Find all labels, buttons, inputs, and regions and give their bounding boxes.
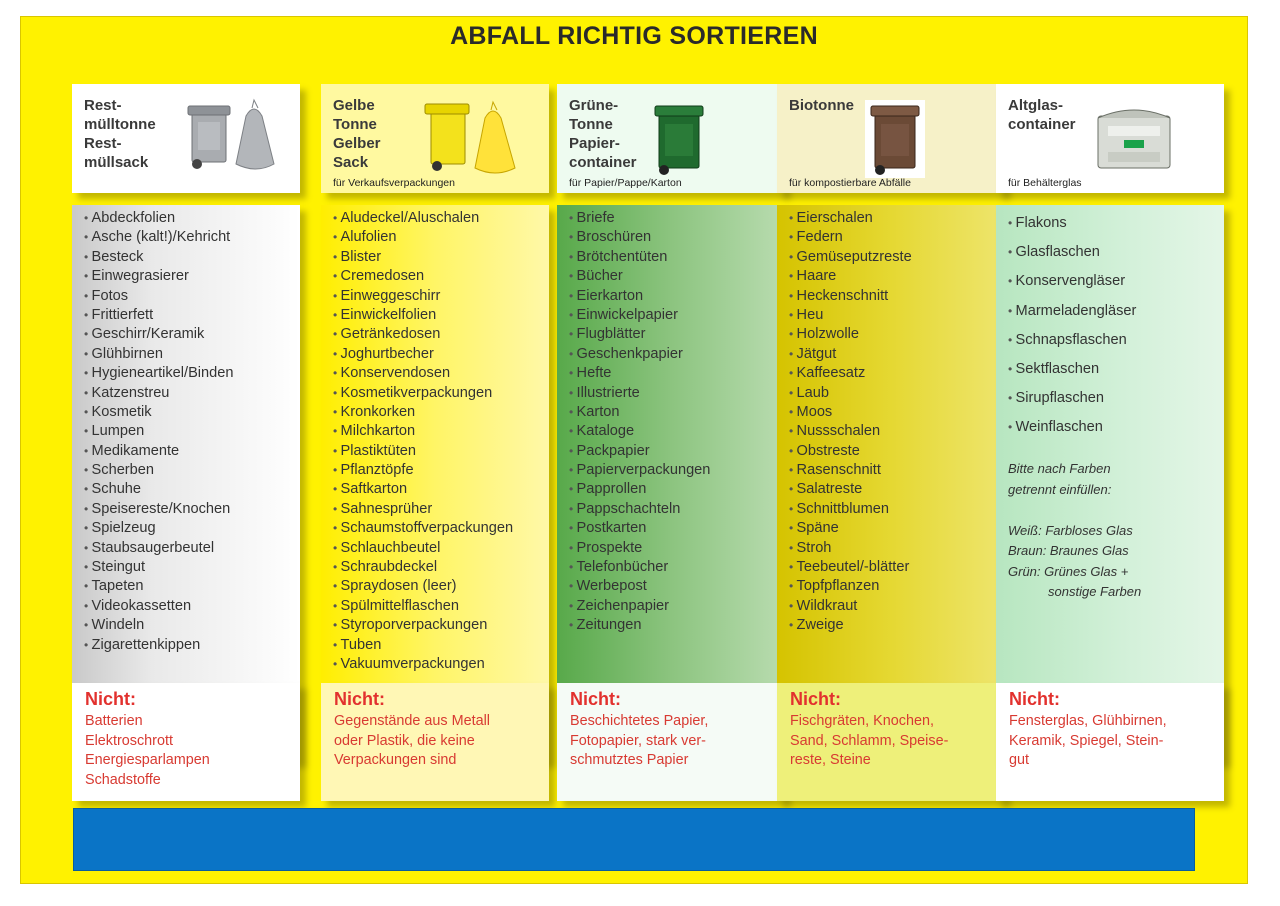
not-accepted-box bbox=[777, 683, 1005, 801]
list-item-label: Cremedosen bbox=[340, 268, 425, 285]
list-item bbox=[84, 636, 234, 655]
list-item bbox=[333, 384, 513, 403]
list-item bbox=[333, 287, 513, 306]
list-item-label: Pflanztöpfe bbox=[340, 462, 414, 479]
list-item bbox=[789, 267, 912, 286]
list-item bbox=[569, 558, 710, 577]
list-item bbox=[84, 345, 234, 364]
list-item-label: Heu bbox=[796, 306, 824, 323]
list-item-label: Obstreste bbox=[796, 442, 860, 459]
list-item bbox=[789, 461, 912, 480]
list-item-label: Schnittblumen bbox=[796, 500, 890, 517]
green-bin-icon bbox=[649, 100, 709, 183]
list-item-label: Pappschachteln bbox=[576, 500, 681, 517]
list-item bbox=[333, 558, 513, 577]
list-item bbox=[84, 577, 234, 596]
list-item bbox=[333, 636, 513, 655]
list-item bbox=[84, 539, 234, 558]
list-item bbox=[569, 345, 710, 364]
list-item bbox=[569, 364, 710, 383]
list-item-label: Nussschalen bbox=[796, 423, 881, 440]
list-item bbox=[333, 500, 513, 519]
list-item bbox=[84, 422, 234, 441]
list-item bbox=[333, 248, 513, 267]
list-item-label: Einwickelpapier bbox=[576, 306, 678, 323]
not-accepted-text: Fischgräten, Knochen, Sand, Schlamm, Speise- reste, Steine bbox=[790, 713, 949, 768]
list-item bbox=[84, 442, 234, 461]
list-item-label: Wildkraut bbox=[796, 597, 858, 614]
grey-bin-and-sack-icon bbox=[184, 98, 284, 181]
list-item-label: Glühbirnen bbox=[91, 345, 163, 362]
poster-title: ABFALL RICHTIG SORTIEREN bbox=[450, 22, 818, 50]
list-item-label: Scherben bbox=[91, 462, 155, 479]
list-item-label: Hygieneartikel/Binden bbox=[91, 365, 234, 382]
list-item bbox=[333, 616, 513, 635]
list-item bbox=[789, 616, 912, 635]
list-item bbox=[569, 577, 710, 596]
list-item-label: Steingut bbox=[91, 559, 146, 576]
list-item-label: Alufolien bbox=[340, 229, 397, 246]
list-item bbox=[569, 442, 710, 461]
note-line: Grün: Grünes Glas + bbox=[1008, 563, 1129, 579]
list-item bbox=[333, 267, 513, 286]
list-item-label: Prospekte bbox=[576, 539, 643, 556]
blue-footer-bar bbox=[73, 808, 1195, 871]
list-item-label: Sektflaschen bbox=[1015, 360, 1100, 377]
list-item bbox=[84, 597, 234, 616]
category-title: Rest- mülltonne Rest- müllsack bbox=[84, 97, 156, 171]
list-item bbox=[569, 228, 710, 247]
list-item-label: Schraubdeckel bbox=[340, 559, 438, 576]
list-item-label: Besteck bbox=[91, 248, 144, 265]
list-item bbox=[789, 287, 912, 306]
category-title: Gelbe Tonne Gelber Sack bbox=[333, 97, 381, 171]
not-accepted-title: Nicht: bbox=[570, 689, 621, 709]
list-item-label: Weinflaschen bbox=[1015, 419, 1103, 436]
not-accepted-title: Nicht: bbox=[790, 689, 841, 709]
list-item bbox=[569, 480, 710, 499]
list-item-label: Jätgut bbox=[796, 345, 837, 362]
list-item-label: Geschirr/Keramik bbox=[91, 326, 205, 343]
list-item bbox=[333, 461, 513, 480]
list-item-label: Papprollen bbox=[576, 481, 647, 498]
list-item bbox=[569, 500, 710, 519]
list-item bbox=[569, 287, 710, 306]
list-item-label: Windeln bbox=[91, 617, 145, 634]
list-item-label: Spülmittelflaschen bbox=[340, 597, 459, 614]
list-item bbox=[1008, 413, 1136, 442]
category-subtitle: für Verkaufsverpackungen bbox=[333, 177, 455, 189]
list-item-label: Packpapier bbox=[576, 442, 650, 459]
list-item bbox=[1008, 238, 1136, 267]
list-item-label: Telefonbücher bbox=[576, 559, 669, 576]
not-accepted-title: Nicht: bbox=[334, 689, 385, 709]
list-item bbox=[84, 480, 234, 499]
list-item-label: Eierschalen bbox=[796, 210, 873, 226]
not-accepted-text: Batterien Elektroschrott Energiesparlampen Schadstoffe bbox=[85, 713, 210, 788]
category-subtitle: für Behälterglas bbox=[1008, 177, 1082, 189]
list-item bbox=[333, 597, 513, 616]
list-item bbox=[789, 364, 912, 383]
not-accepted-text: Beschichtetes Papier, Fotopapier, stark ver- schmutztes Papier bbox=[570, 713, 709, 768]
list-item bbox=[84, 248, 234, 267]
list-item bbox=[789, 422, 912, 441]
list-item-label: Zigarettenkippen bbox=[91, 636, 201, 653]
list-item bbox=[84, 500, 234, 519]
list-item bbox=[789, 577, 912, 596]
list-item bbox=[569, 422, 710, 441]
list-item-label: Hefte bbox=[576, 365, 612, 382]
list-item-label: Salatreste bbox=[796, 481, 863, 498]
list-item bbox=[1008, 267, 1136, 296]
list-item bbox=[84, 306, 234, 325]
list-item-label: Kronkorken bbox=[340, 403, 416, 420]
list-item-label: Kosmetik bbox=[91, 403, 152, 420]
not-accepted-box bbox=[321, 683, 549, 801]
list-item-label: Sirupflaschen bbox=[1015, 390, 1104, 407]
list-item-label: Sahnesprüher bbox=[340, 500, 433, 517]
list-item-label: Geschenkpapier bbox=[576, 345, 683, 362]
yellow-bin-and-sack-icon bbox=[421, 98, 523, 183]
list-item-label: Abdeckfolien bbox=[91, 210, 176, 226]
note-line: sonstige Farben bbox=[1048, 584, 1142, 599]
list-item bbox=[789, 248, 912, 267]
list-item-label: Flugblätter bbox=[576, 326, 646, 343]
note-line bbox=[1008, 500, 1141, 521]
list-item-label: Stroh bbox=[796, 539, 832, 556]
category-title: Grüne- Tonne Papier- container bbox=[569, 97, 637, 171]
list-item-label: Spraydosen (leer) bbox=[340, 578, 457, 595]
list-item-label: Einwickelfolien bbox=[340, 306, 437, 323]
list-item bbox=[789, 384, 912, 403]
note-line: getrennt einfüllen: bbox=[1008, 481, 1112, 497]
list-item bbox=[569, 209, 710, 228]
list-item-label: Papierverpackungen bbox=[576, 462, 711, 479]
list-item bbox=[789, 500, 912, 519]
not-accepted-box bbox=[557, 683, 785, 801]
list-item bbox=[1008, 355, 1136, 384]
list-item-label: Tapeten bbox=[91, 578, 144, 595]
list-item bbox=[333, 422, 513, 441]
list-item-label: Topfpflanzen bbox=[796, 578, 880, 595]
list-item bbox=[789, 306, 912, 325]
list-item bbox=[333, 539, 513, 558]
list-item-label: Kaffeesatz bbox=[796, 365, 866, 382]
list-item-label: Spielzeug bbox=[91, 520, 156, 537]
list-item-label: Konservendosen bbox=[340, 365, 451, 382]
list-item-label: Broschüren bbox=[576, 229, 652, 246]
category-header bbox=[777, 84, 1005, 193]
category-title: Altglas- container bbox=[1008, 97, 1076, 133]
list-item bbox=[569, 597, 710, 616]
list-item bbox=[84, 384, 234, 403]
list-item bbox=[333, 345, 513, 364]
accepted-items-panel bbox=[996, 205, 1224, 762]
list-item-label: Werbepost bbox=[576, 578, 647, 595]
not-accepted-box bbox=[996, 683, 1224, 801]
list-item-label: Schaumstoffverpackungen bbox=[340, 520, 514, 537]
list-item bbox=[333, 519, 513, 538]
list-item bbox=[569, 325, 710, 344]
list-item-label: Späne bbox=[796, 520, 839, 537]
list-item-label: Kosmetikverpackungen bbox=[340, 384, 493, 401]
category-header bbox=[321, 84, 549, 193]
list-item bbox=[333, 655, 513, 674]
category-title: Biotonne bbox=[789, 97, 854, 114]
list-item-label: Frittierfett bbox=[91, 306, 154, 323]
list-item bbox=[84, 325, 234, 344]
list-item-label: Glasflaschen bbox=[1015, 244, 1100, 261]
list-item-label: Fotos bbox=[91, 287, 129, 304]
list-item bbox=[84, 461, 234, 480]
list-item-label: Federn bbox=[796, 229, 843, 246]
list-item bbox=[333, 209, 513, 228]
list-item-label: Schlauchbeutel bbox=[340, 539, 441, 556]
list-item-label: Laub bbox=[796, 384, 830, 401]
list-item-label: Getränkedosen bbox=[340, 326, 441, 343]
list-item-label: Medikamente bbox=[91, 442, 180, 459]
list-item bbox=[569, 616, 710, 635]
list-item bbox=[789, 325, 912, 344]
list-item bbox=[569, 519, 710, 538]
list-item-label: Einweggeschirr bbox=[340, 287, 441, 304]
list-item bbox=[84, 364, 234, 383]
not-accepted-box bbox=[72, 683, 300, 801]
list-item-label: Joghurtbecher bbox=[340, 345, 434, 362]
list-item bbox=[84, 267, 234, 286]
list-item bbox=[333, 577, 513, 596]
list-item-label: Holzwolle bbox=[796, 326, 859, 343]
list-item bbox=[1008, 297, 1136, 326]
list-item-label: Tuben bbox=[340, 636, 382, 653]
list-item bbox=[84, 616, 234, 635]
list-item-label: Aludeckel/Aluschalen bbox=[340, 210, 480, 226]
list-item bbox=[333, 228, 513, 247]
list-item-label: Haare bbox=[796, 268, 837, 285]
list-item-label: Heckenschnitt bbox=[796, 287, 889, 304]
list-item-label: Styroporverpackungen bbox=[340, 617, 488, 634]
list-item-label: Speisereste/Knochen bbox=[91, 500, 231, 517]
list-item bbox=[84, 287, 234, 306]
list-item-label: Schuhe bbox=[91, 481, 142, 498]
note-line: Weiß: Farbloses Glas bbox=[1008, 522, 1133, 538]
list-item-label: Plastiktüten bbox=[340, 442, 416, 459]
accepted-items-panel bbox=[557, 205, 785, 762]
list-item bbox=[789, 597, 912, 616]
brown-bin-icon bbox=[865, 100, 925, 183]
list-item-label: Teebeutel/-blätter bbox=[796, 559, 910, 576]
glass-container-icon bbox=[1094, 104, 1174, 179]
list-item-label: Katzenstreu bbox=[91, 384, 170, 401]
list-item-label: Eierkarton bbox=[576, 287, 644, 304]
list-item-label: Konservengläser bbox=[1015, 273, 1126, 290]
list-item-label: Einwegrasierer bbox=[91, 268, 189, 285]
note-line: Braun: Braunes Glas bbox=[1008, 543, 1129, 558]
list-item bbox=[789, 539, 912, 558]
note-line: Bitte nach Farben bbox=[1008, 461, 1111, 476]
list-item-label: Kataloge bbox=[576, 423, 635, 440]
list-item bbox=[569, 384, 710, 403]
list-item-label: Vakuumverpackungen bbox=[340, 655, 485, 672]
list-item-label: Illustrierte bbox=[576, 384, 640, 401]
list-item bbox=[789, 442, 912, 461]
list-item bbox=[333, 364, 513, 383]
accepted-items-panel bbox=[777, 205, 1005, 762]
list-item bbox=[789, 480, 912, 499]
list-item-label: Videokassetten bbox=[91, 597, 192, 614]
category-header bbox=[996, 84, 1224, 193]
list-item bbox=[333, 306, 513, 325]
list-item-label: Lumpen bbox=[91, 423, 145, 440]
list-item-label: Staubsaugerbeutel bbox=[91, 539, 215, 556]
list-item-label: Asche (kalt!)/Kehricht bbox=[91, 229, 231, 246]
list-item bbox=[569, 267, 710, 286]
accepted-items-list bbox=[1008, 209, 1136, 443]
accepted-items-list bbox=[333, 209, 513, 674]
list-item bbox=[789, 558, 912, 577]
list-item bbox=[333, 442, 513, 461]
list-item-label: Rasenschnitt bbox=[796, 462, 881, 479]
list-item bbox=[569, 539, 710, 558]
list-item bbox=[789, 403, 912, 422]
list-item-label: Briefe bbox=[576, 210, 615, 226]
list-item-label: Blister bbox=[340, 248, 382, 265]
accepted-items-list bbox=[789, 209, 912, 636]
list-item bbox=[84, 228, 234, 247]
list-item bbox=[333, 325, 513, 344]
list-item-label: Milchkarton bbox=[340, 423, 416, 440]
list-item bbox=[333, 403, 513, 422]
list-item bbox=[569, 306, 710, 325]
category-header bbox=[557, 84, 785, 193]
list-item bbox=[569, 403, 710, 422]
accepted-items-list bbox=[569, 209, 710, 636]
not-accepted-text: Fensterglas, Glühbirnen, Keramik, Spiegel, Stein- gut bbox=[1009, 713, 1167, 768]
not-accepted-title: Nicht: bbox=[85, 689, 136, 709]
list-item bbox=[789, 519, 912, 538]
accepted-items-list bbox=[84, 209, 234, 655]
glass-color-note bbox=[1008, 459, 1141, 603]
list-item bbox=[84, 209, 234, 228]
list-item bbox=[569, 461, 710, 480]
list-item bbox=[569, 248, 710, 267]
list-item-label: Zeichenpapier bbox=[576, 597, 670, 614]
list-item-label: Schnapsflaschen bbox=[1015, 331, 1127, 348]
list-item-label: Saftkarton bbox=[340, 481, 408, 498]
list-item bbox=[789, 228, 912, 247]
list-item-label: Zweige bbox=[796, 617, 844, 634]
accepted-items-panel bbox=[321, 205, 549, 762]
list-item-label: Karton bbox=[576, 403, 620, 420]
category-subtitle: für kompostierbare Abfälle bbox=[789, 177, 911, 189]
list-item-label: Marmeladengläser bbox=[1015, 302, 1137, 319]
list-item-label: Flakons bbox=[1015, 215, 1067, 231]
list-item bbox=[84, 403, 234, 422]
list-item-label: Gemüseputzreste bbox=[796, 248, 912, 265]
not-accepted-text: Gegenstände aus Metall oder Plastik, die keine Verpackungen sind bbox=[334, 713, 490, 768]
list-item-label: Moos bbox=[796, 403, 833, 420]
list-item bbox=[789, 209, 912, 228]
list-item bbox=[1008, 384, 1136, 413]
list-item bbox=[333, 480, 513, 499]
list-item-label: Postkarten bbox=[576, 520, 647, 537]
list-item bbox=[84, 558, 234, 577]
category-subtitle: für Papier/Pappe/Karton bbox=[569, 177, 682, 189]
list-item-label: Zeitungen bbox=[576, 617, 642, 634]
list-item-label: Bücher bbox=[576, 268, 623, 285]
category-header bbox=[72, 84, 300, 193]
not-accepted-title: Nicht: bbox=[1009, 689, 1060, 709]
list-item-label: Brötchentüten bbox=[576, 248, 668, 265]
list-item bbox=[1008, 209, 1136, 238]
accepted-items-panel bbox=[72, 205, 300, 762]
list-item bbox=[84, 519, 234, 538]
list-item bbox=[1008, 326, 1136, 355]
list-item bbox=[789, 345, 912, 364]
